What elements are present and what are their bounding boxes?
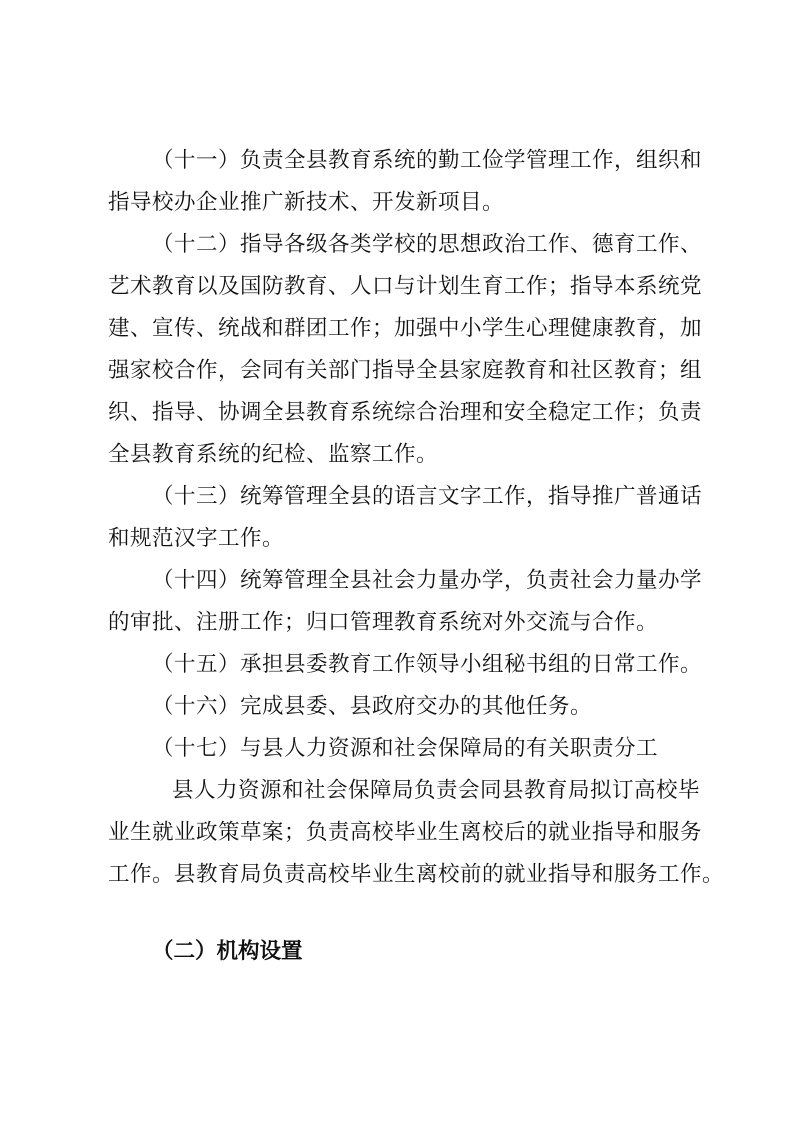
paragraph-11-line-1: （十一）负责全县教育系统的勤工俭学管理工作，组织和 [152,148,703,173]
paragraph-12-line-1: （十二）指导各级各类学校的思想政治工作、德育工作、 [152,232,703,257]
paragraph-11-line-2: 指导校办企业推广新技术、开发新项目。 [108,190,505,215]
paragraph-12-line-5: 织、指导、协调全县教育系统综合治理和安全稳定工作；负责 [108,400,703,425]
paragraph-15: （十五）承担县委教育工作领导小组秘书组的日常工作。 [152,652,703,677]
paragraph-13-line-2: 和规范汉字工作。 [108,526,285,551]
paragraph-14-line-1: （十四）统筹管理全县社会力量办学，负责社会力量办学 [152,568,703,593]
paragraph-17-line-2: 业生就业政策草案；负责高校毕业生离校后的就业指导和服务 [108,820,703,845]
paragraph-14-line-2: 的审批、注册工作；归口管理教育系统对外交流与合作。 [108,610,659,635]
paragraph-12-line-6: 全县教育系统的纪检、监察工作。 [108,442,439,467]
paragraph-12-line-3: 建、宣传、统战和群团工作；加强中小学生心理健康教育，加 [108,316,703,341]
paragraph-13-line-1: （十三）统筹管理全县的语言文字工作，指导推广普通话 [152,484,703,509]
paragraph-12-line-4: 强家校合作，会同有关部门指导全县家庭教育和社区教育；组 [108,358,703,383]
paragraph-17-title: （十七）与县人力资源和社会保障局的有关职责分工 [152,736,659,761]
paragraph-12-line-2: 艺术教育以及国防教育、人口与计划生育工作；指导本系统党 [108,274,703,299]
paragraph-17-line-1: 县人力资源和社会保障局负责会同县教育局拟订高校毕 [172,778,701,803]
paragraph-17-line-3: 工作。县教育局负责高校毕业生离校前的就业指导和服务工作。 [108,862,725,887]
paragraph-16: （十六）完成县委、县政府交办的其他任务。 [152,694,593,719]
section-heading: （二）机构设置 [152,939,303,964]
